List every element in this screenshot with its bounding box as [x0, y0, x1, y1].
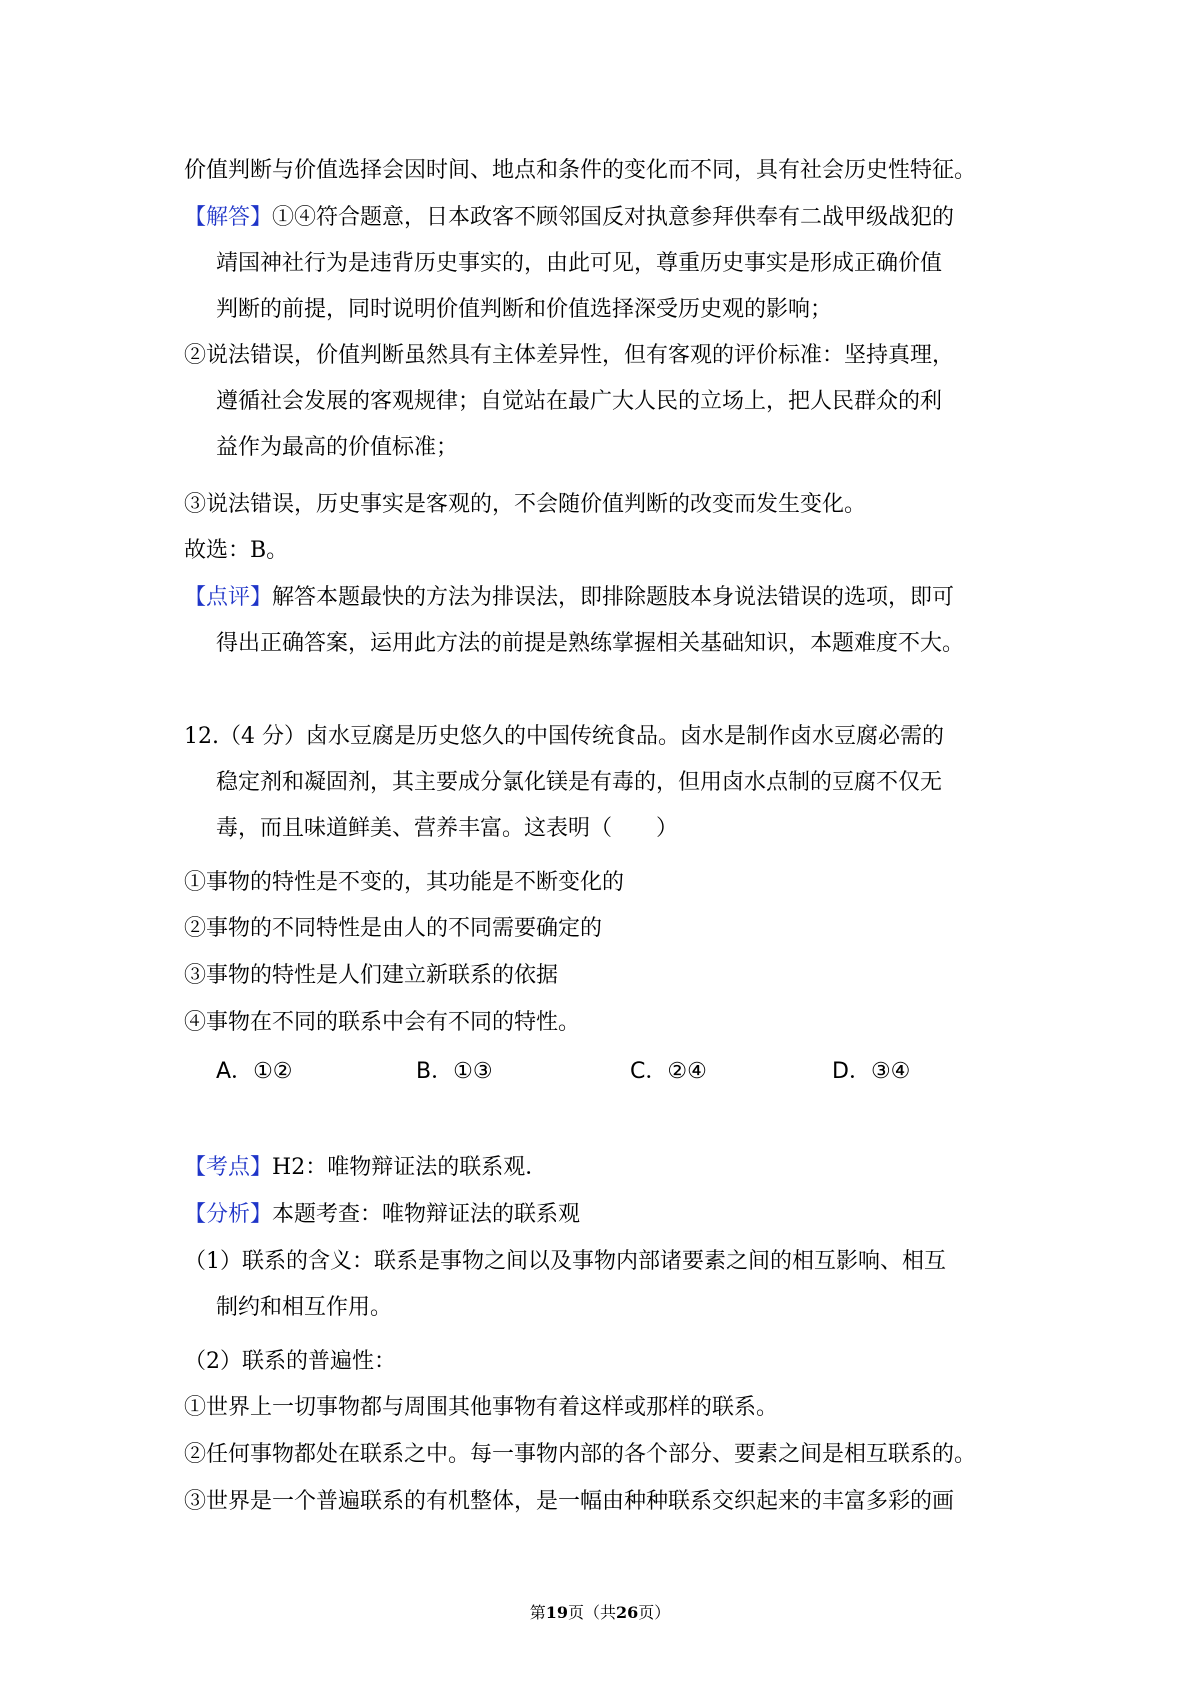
question-stem-line: 稳定剂和凝固剂，其主要成分氯化镁是有毒的，但用卤水点制的豆腐不仅无	[216, 770, 943, 795]
option-b: B．①③	[416, 1059, 493, 1084]
kaodian-tag: 【考点】	[184, 1155, 273, 1180]
answer-choice-line: 故选：B。	[184, 538, 289, 563]
current-page-number: 19	[545, 1603, 568, 1622]
analysis-line: ②任何事物都处在联系之中。每一事物内部的各个部分、要素之间是相互联系的。	[184, 1442, 977, 1467]
analysis-line: （1）联系的含义：联系是事物之间以及事物内部诸要素之间的相互影响、相互	[184, 1249, 946, 1274]
page-footer: 第19页（共26页）	[529, 1603, 671, 1622]
analysis-line: 制约和相互作用。	[216, 1295, 393, 1320]
comment-tag: 【点评】	[184, 585, 273, 610]
analysis-line: ③世界是一个普遍联系的有机整体，是一幅由种种联系交织起来的丰富多彩的画	[184, 1489, 955, 1514]
statement-2: ②事物的不同特性是由人的不同需要确定的	[184, 916, 603, 941]
kaodian-text: H2：唯物辩证法的联系观．	[272, 1155, 548, 1180]
analysis-line: （2）联系的普遍性：	[184, 1349, 396, 1374]
analysis-line: ①世界上一切事物都与周围其他事物有着这样或那样的联系。	[184, 1395, 779, 1420]
answer-line: ②说法错误，价值判断虽然具有主体差异性，但有客观的评价标准：坚持真理，	[184, 343, 955, 368]
statement-4: ④事物在不同的联系中会有不同的特性。	[184, 1010, 581, 1035]
fenxi-tag: 【分析】	[184, 1202, 273, 1227]
kaodian-line	[184, 1153, 547, 1183]
statement-1: ①事物的特性是不变的，其功能是不断变化的	[184, 870, 625, 895]
text-line: 价值判断与价值选择会因时间、地点和条件的变化而不同，具有社会历史性特征。	[184, 158, 977, 183]
comment-line: 得出正确答案，运用此方法的前提是熟练掌握相关基础知识，本题难度不大。	[216, 631, 965, 656]
answer-line: ③说法错误，历史事实是客观的，不会随价值判断的改变而发生变化。	[184, 492, 867, 517]
fenxi-line	[184, 1200, 580, 1230]
answer-line: 判断的前提，同时说明价值判断和价值选择深受历史观的影响；	[216, 297, 833, 322]
answer-text: ①④符合题意，日本政客不顾邻国反对执意参拜供奉有二战甲级战犯的	[272, 205, 955, 230]
comment-first-line	[184, 583, 954, 613]
statement-3: ③事物的特性是人们建立新联系的依据	[184, 963, 559, 988]
answer-line: 靖国神社行为是违背历史事实的，由此可见，尊重历史事实是形成正确价值	[216, 251, 943, 276]
question-stem-line: 毒，而且味道鲜美、营养丰富。这表明（ ）	[216, 816, 679, 841]
fenxi-text: 本题考查：唯物辩证法的联系观	[272, 1202, 581, 1227]
comment-text: 解答本题最快的方法为排误法，即排除题肢本身说法错误的选项，即可	[272, 585, 955, 610]
option-a: A．①②	[216, 1059, 293, 1084]
answer-line: 益作为最高的价值标准；	[216, 435, 459, 460]
option-c: C．②④	[630, 1059, 707, 1084]
total-page-number: 26	[616, 1603, 639, 1622]
answer-line: 遵循社会发展的客观规律；自觉站在最广大人民的立场上，把人民群众的利	[216, 389, 943, 414]
answer-first-line	[184, 203, 954, 233]
answer-tag: 【解答】	[184, 205, 273, 230]
question-stem-line: 12.（4 分）卤水豆腐是历史悠久的中国传统食品。卤水是制作卤水豆腐必需的	[184, 724, 944, 749]
option-d: D．③④	[832, 1059, 911, 1084]
